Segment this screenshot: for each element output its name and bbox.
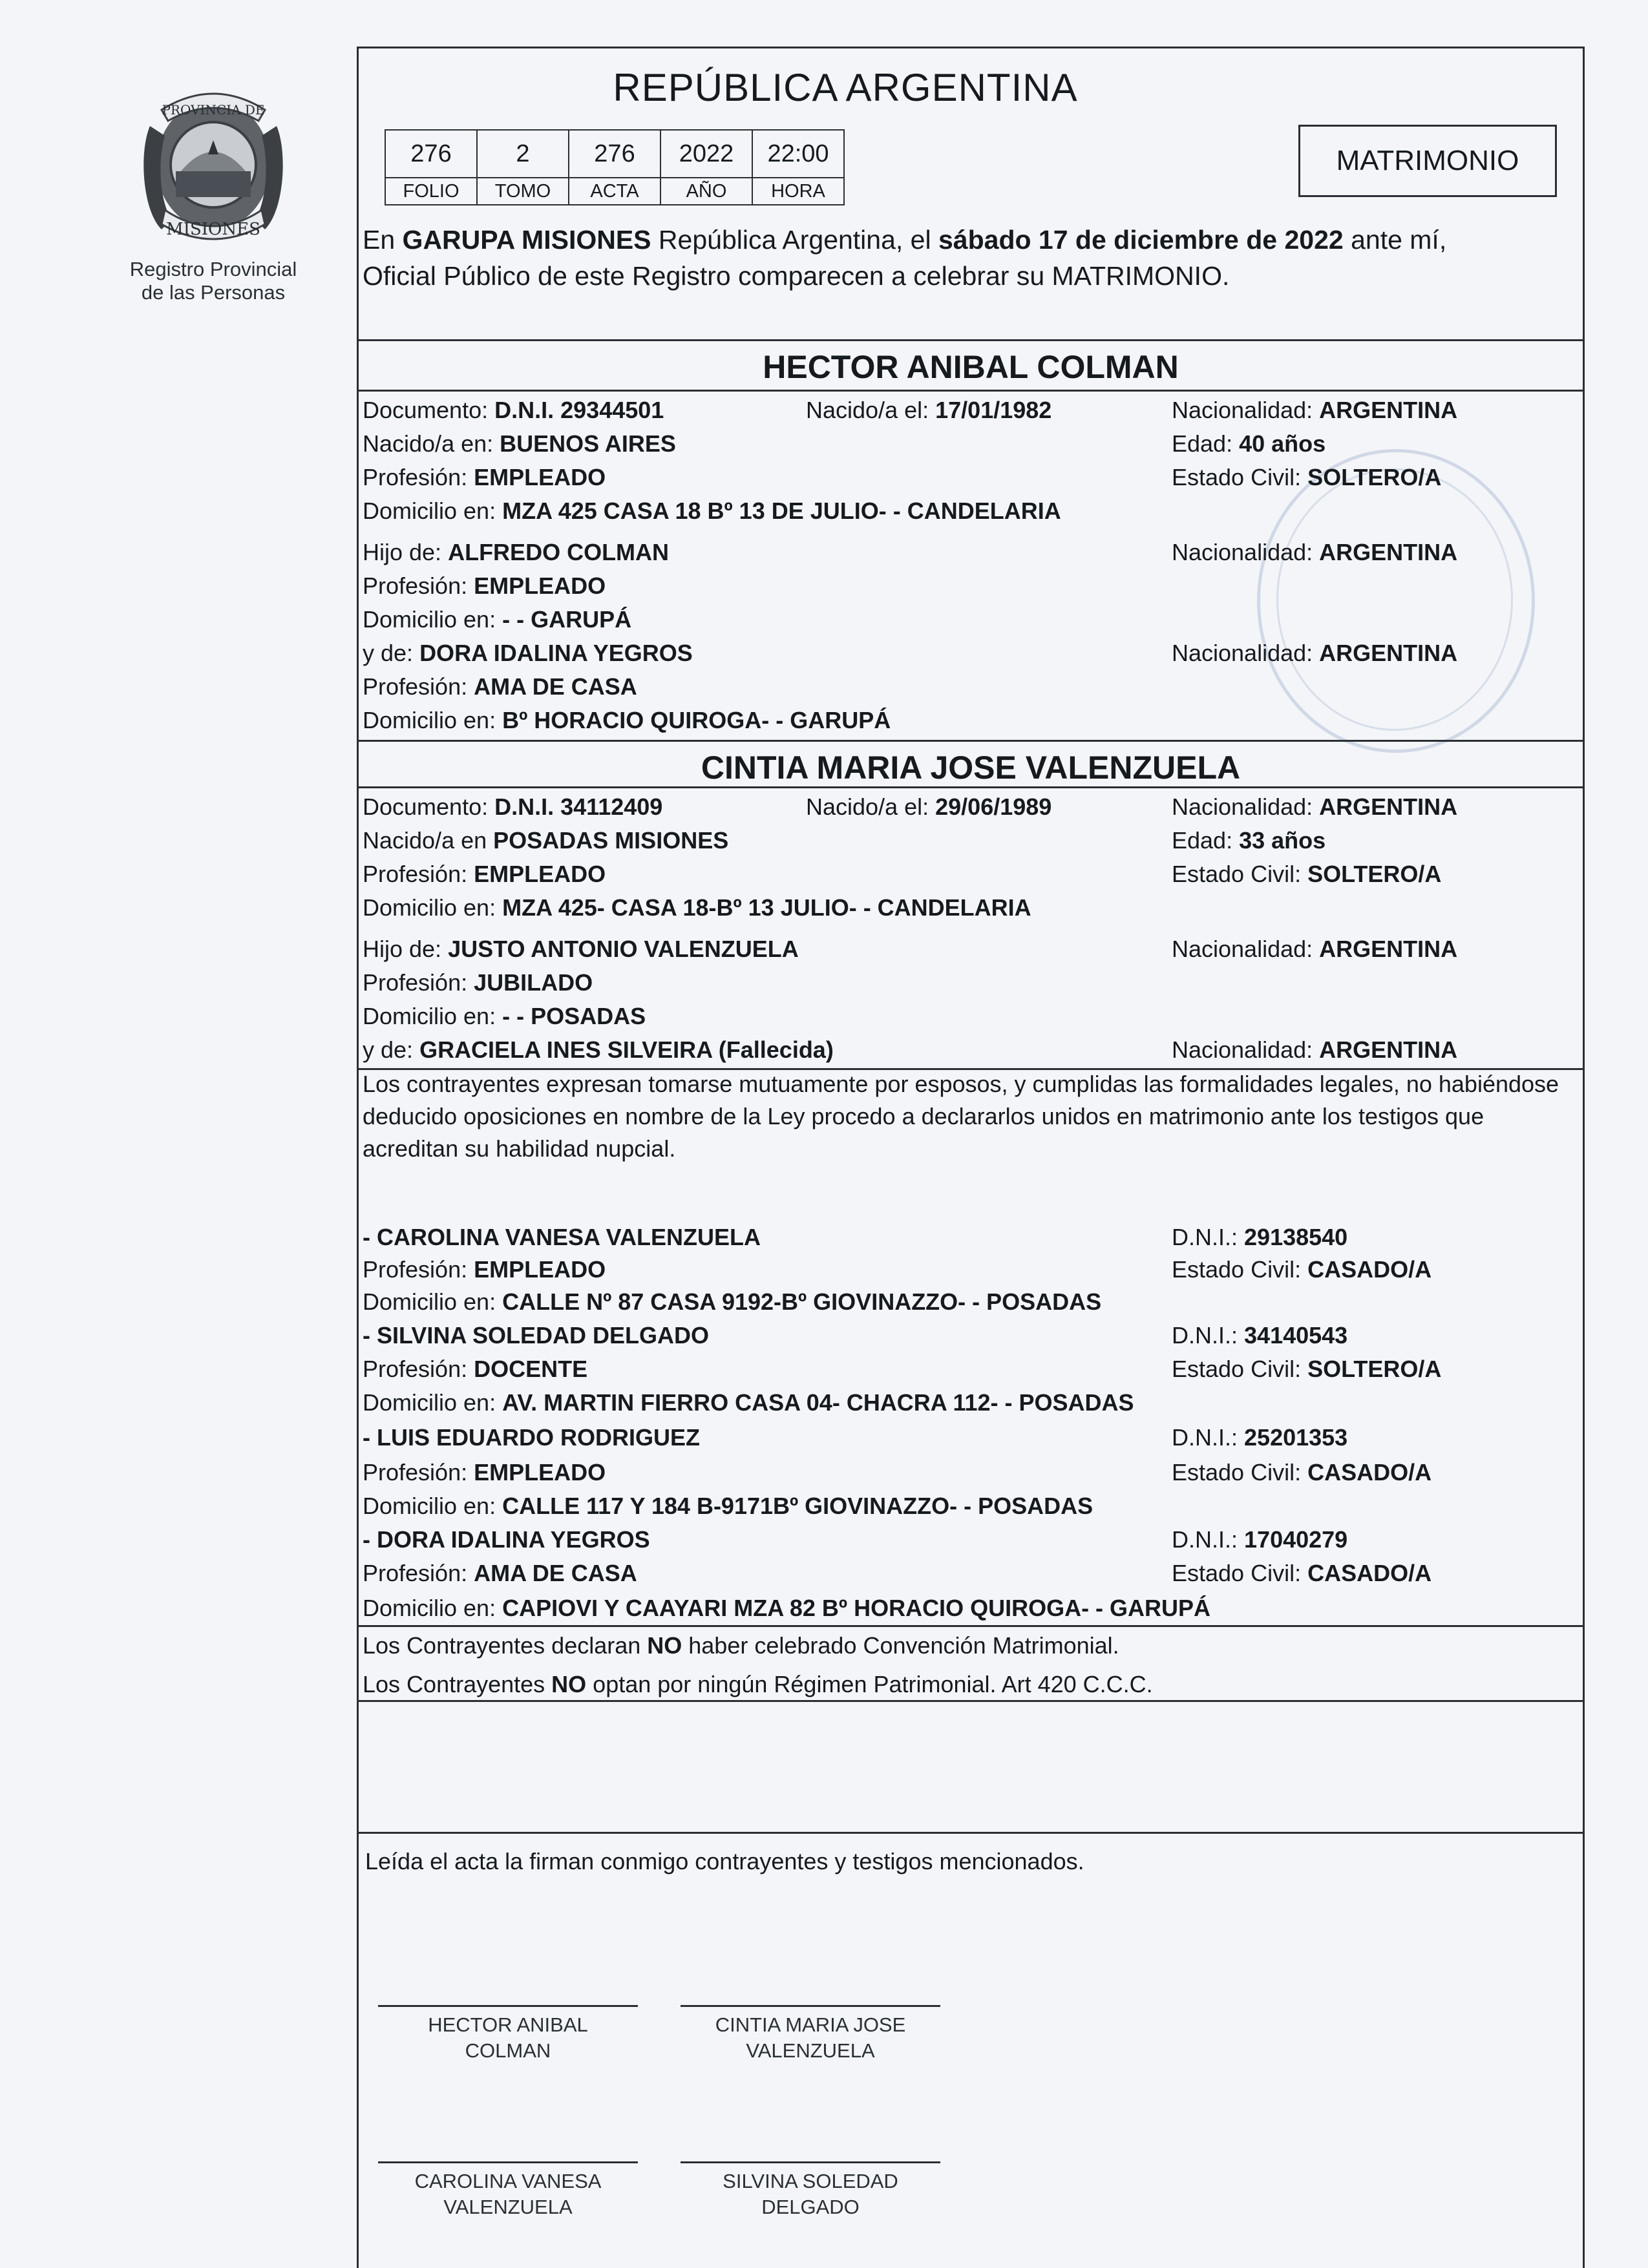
spouse1-age: Edad: 40 años: [1172, 430, 1326, 457]
spouse1-father-profession: Profesión: EMPLEADO: [363, 572, 606, 599]
spouse1-mother-nationality: Nacionalidad: ARGENTINA: [1172, 640, 1458, 666]
witness1-name: - CAROLINA VANESA VALENZUELA: [363, 1224, 761, 1250]
witness3-name: - LUIS EDUARDO RODRIGUEZ: [363, 1424, 700, 1451]
spouse2-father-address: Domicilio en: - - POSADAS: [363, 1003, 646, 1029]
svg-text:PROVINCIA DE: PROVINCIA DE: [162, 102, 265, 118]
spouse2-address: Domicilio en: MZA 425- CASA 18-Bº 13 JULIO- - CANDELARIA: [363, 894, 1031, 921]
year-label: AÑO: [660, 178, 752, 205]
hour-value: 22:00: [752, 130, 844, 178]
spouse1-profession: Profesión: EMPLEADO: [363, 464, 606, 490]
certificate-frame: [357, 47, 1585, 2268]
spouse2-birthplace: Nacido/a en POSADAS MISIONES: [363, 827, 729, 854]
witness2-dni: D.N.I.: 34140543: [1172, 1322, 1348, 1349]
spouse2-mother-nationality: Nacionalidad: ARGENTINA: [1172, 1036, 1458, 1063]
spouse2-birthdate: Nacido/a el: 29/06/1989: [806, 793, 1052, 820]
witness3-profession: Profesión: EMPLEADO: [363, 1459, 606, 1486]
spouse2-civil-status: Estado Civil: SOLTERO/A: [1172, 861, 1442, 887]
witness3-address: Domicilio en: CALLE 117 Y 184 B-9171Bº GIOVINAZZO- - POSADAS: [363, 1493, 1093, 1519]
spouse1-birthdate: Nacido/a el: 17/01/1982: [806, 397, 1052, 423]
acta-label: ACTA: [569, 178, 660, 205]
witness3-civil: Estado Civil: CASADO/A: [1172, 1459, 1432, 1486]
signature-spouse2: CINTIA MARIA JOSE VALENZUELA: [681, 2005, 940, 2064]
act-type-box: MATRIMONIO: [1298, 125, 1557, 197]
witness4-address: Domicilio en: CAPIOVI Y CAAYARI MZA 82 Bº HORACIO QUIROGA- - GARUPÁ: [363, 1595, 1211, 1621]
spouse1-mother: y de: DORA IDALINA YEGROS: [363, 640, 693, 666]
spouse1-mother-profession: Profesión: AMA DE CASA: [363, 673, 637, 700]
witness2-address: Domicilio en: AV. MARTIN FIERRO CASA 04- CHACRA 112- - POSADAS: [363, 1389, 1134, 1416]
closing-text: Leída el acta la firman conmigo contrayentes y testigos mencionados.: [365, 1848, 1084, 1874]
intro-place: GARUPA MISIONES: [402, 225, 651, 255]
spouse2-father: Hijo de: JUSTO ANTONIO VALENZUELA: [363, 936, 799, 962]
spouse1-father: Hijo de: ALFREDO COLMAN: [363, 539, 670, 565]
witness1-civil: Estado Civil: CASADO/A: [1172, 1256, 1432, 1283]
registry-table: [385, 129, 845, 205]
intro-date: sábado 17 de diciembre de 2022: [938, 225, 1344, 255]
witness1-dni: D.N.I.: 29138540: [1172, 1224, 1348, 1250]
tomo-value: 2: [477, 130, 569, 178]
witness1-address: Domicilio en: CALLE Nº 87 CASA 9192-Bº GIOVINAZZO- - POSADAS: [363, 1288, 1102, 1315]
witness2-profession: Profesión: DOCENTE: [363, 1356, 588, 1382]
spouse1-name: HECTOR ANIBAL COLMAN: [763, 349, 1179, 385]
intro-text: En GARUPA MISIONES República Argentina, el sábado 17 de diciembre de 2022 ante mí, Oficial Público de este Registro comparecen a celebrar su MATRIMONIO.: [363, 225, 1447, 291]
witness1-profession: Profesión: EMPLEADO: [363, 1256, 606, 1283]
declaration-text: Los contrayentes expresan tomarse mutuamente por esposos, y cumplidas las formalidades legales, no habiéndose deducido oposiciones en nombre de la Ley procedo a declararlos unidos en matrimonio ante los testigos que acreditan su habilidad nupcial.: [363, 1071, 1559, 1162]
spouse2-nationality: Nacionalidad: ARGENTINA: [1172, 793, 1458, 820]
folio-label: FOLIO: [385, 178, 477, 205]
signature-witness2: SILVINA SOLEDAD DELGADO: [681, 2161, 940, 2220]
spouse1-address: Domicilio en: MZA 425 CASA 18 Bº 13 DE JULIO- - CANDELARIA: [363, 498, 1061, 524]
folio-value: 276: [385, 130, 477, 178]
spouse1-birthplace: Nacido/a en: BUENOS AIRES: [363, 430, 676, 457]
spouse2-profession: Profesión: EMPLEADO: [363, 861, 606, 887]
country-title: REPÚBLICA ARGENTINA: [613, 66, 1078, 109]
spouse1-mother-address: Domicilio en: Bº HORACIO QUIROGA- - GARUPÁ: [363, 707, 891, 733]
spouse1-father-address: Domicilio en: - - GARUPÁ: [363, 606, 632, 633]
year-value: 2022: [660, 130, 752, 178]
spouse1-nationality: Nacionalidad: ARGENTINA: [1172, 397, 1458, 423]
spouse1-document: Documento: D.N.I. 29344501: [363, 397, 664, 423]
hour-label: HORA: [752, 178, 844, 205]
signature-spouse1: HECTOR ANIBAL COLMAN: [378, 2005, 638, 2064]
registry-logo: [123, 81, 304, 304]
spouse2-father-profession: Profesión: JUBILADO: [363, 969, 593, 996]
registry-logo-text: Registro Provincial de las Personas: [129, 258, 297, 304]
svg-text:MISIONES: MISIONES: [166, 220, 260, 239]
spouse2-document: Documento: D.N.I. 34112409: [363, 793, 663, 820]
misiones-seal-icon: [136, 81, 291, 249]
spouse2-name: CINTIA MARIA JOSE VALENZUELA: [701, 750, 1241, 786]
tomo-label: TOMO: [477, 178, 569, 205]
witness4-profession: Profesión: AMA DE CASA: [363, 1560, 637, 1586]
convention-line-2: Los Contrayentes NO optan por ningún Régimen Patrimonial. Art 420 C.C.C.: [363, 1671, 1153, 1697]
acta-value: 276: [569, 130, 660, 178]
witness3-dni: D.N.I.: 25201353: [1172, 1424, 1348, 1451]
spouse1-father-nationality: Nacionalidad: ARGENTINA: [1172, 539, 1458, 565]
spouse1-civil-status: Estado Civil: SOLTERO/A: [1172, 464, 1442, 490]
spouse2-father-nationality: Nacionalidad: ARGENTINA: [1172, 936, 1458, 962]
spouse2-mother: y de: GRACIELA INES SILVEIRA (Fallecida): [363, 1036, 834, 1063]
witness4-name: - DORA IDALINA YEGROS: [363, 1526, 650, 1553]
witness2-civil: Estado Civil: SOLTERO/A: [1172, 1356, 1442, 1382]
witness2-name: - SILVINA SOLEDAD DELGADO: [363, 1322, 710, 1349]
spouse2-age: Edad: 33 años: [1172, 827, 1326, 854]
convention-line-1: Los Contrayentes declaran NO haber celebrado Convención Matrimonial.: [363, 1632, 1119, 1659]
witness4-civil: Estado Civil: CASADO/A: [1172, 1560, 1432, 1586]
witness4-dni: D.N.I.: 17040279: [1172, 1526, 1348, 1553]
signature-witness1: CAROLINA VANESA VALENZUELA: [378, 2161, 638, 2220]
